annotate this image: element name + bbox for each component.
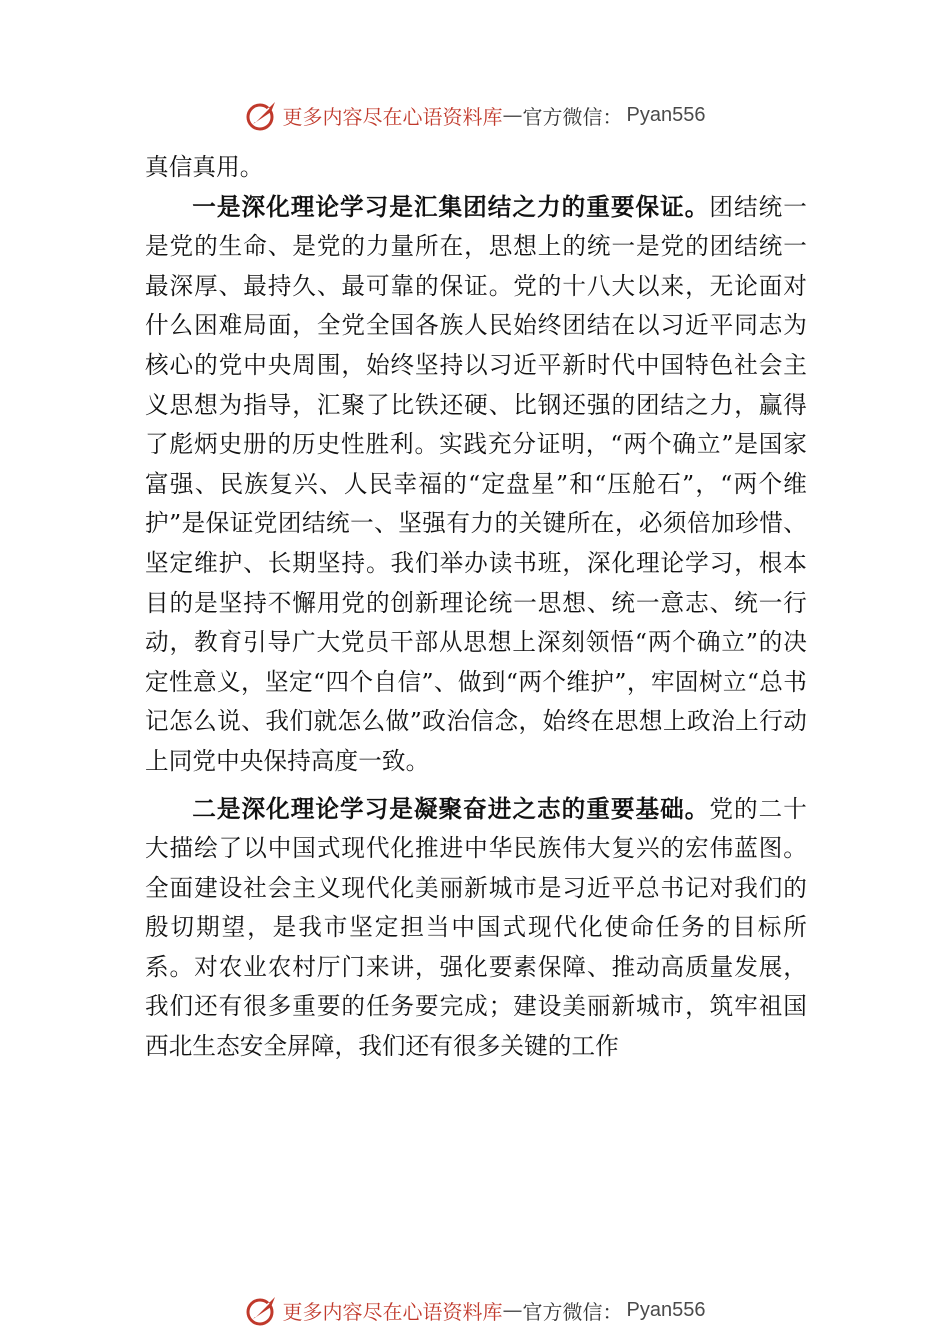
- watermark-footer: [0, 1290, 950, 1330]
- paragraph-1: [145, 188, 807, 782]
- paragraph-1-text: 团结统一是党的生命、是党的力量所在，思想上的统一是党的团结统一最深厚、最持久、最可靠的保证。党的十八大以来，无论面对什么困难局面，全党全国各族人民始终团结在以习近平同志为核心的党中央周围，始终坚持以习近平新时代中国特色社会主义思想为指导，汇聚了比铁还硬、比钢还强的团结之力，赢得了彪炳史册的历史性胜利。实践充分证明，“两个确立”是国家富强、民族复兴、人民幸福的“定盘星”和“压舱石”，“两个维护”是保证党团结统一、坚强有力的关键所在，必须倍加珍惜、坚定维护、长期坚持。我们举办读书班，深化理论学习，根本目的是坚持不懈用党的创新理论统一思想、统一意志、统一行动，教育引导广大党员干部从思想上深刻领悟“两个确立”的决定性意义，坚定“四个自信”、做到“两个维护”，牢固树立“总书记怎么说、我们就怎么做”政治信念，始终在思想上政治上行动上同党中央保持高度一致。: [145, 192, 807, 775]
- watermark-title: 更多内容尽在心语资料库: [282, 1299, 503, 1324]
- paragraph-2: [145, 790, 807, 1067]
- watermark-account-label: 官方微信：: [522, 1299, 623, 1324]
- paragraph-2-text: 党的二十大描绘了以中国式现代化推进中华民族伟大复兴的宏伟蓝图。全面建设社会主义现代化美丽新城市是习近平总书记对我们的殷切期望，是我市坚定担当中国式现代化使命任务的目标所系。对农业农村厅门来讲，强化要素保障、推动高质量发展，我们还有很多重要的任务要完成；建设美丽新城市，筑牢祖国西北生态安全屏障，我们还有很多关键的工作: [145, 794, 807, 1061]
- watermark-account-id: Pyan556: [626, 1298, 706, 1321]
- document-body: [145, 148, 807, 1067]
- watermark-title: 更多内容尽在心语资料库: [282, 104, 503, 129]
- watermark-separator: —: [502, 1298, 523, 1322]
- watermark-account-label: 官方微信：: [522, 104, 623, 129]
- watermark-account-id: Pyan556: [626, 103, 706, 126]
- quill-logo-icon: [245, 98, 279, 132]
- quill-logo-icon: [245, 1293, 279, 1327]
- paragraph-2-heading: 二是深化理论学习是凝聚奋进之志的重要基础。: [192, 794, 710, 823]
- paragraph-continuation: 真信真用。: [145, 153, 264, 181]
- watermark-header: [0, 95, 950, 135]
- paragraph-1-heading: 一是深化理论学习是汇集团结之力的重要保证。: [192, 192, 710, 221]
- watermark-separator: —: [502, 103, 523, 127]
